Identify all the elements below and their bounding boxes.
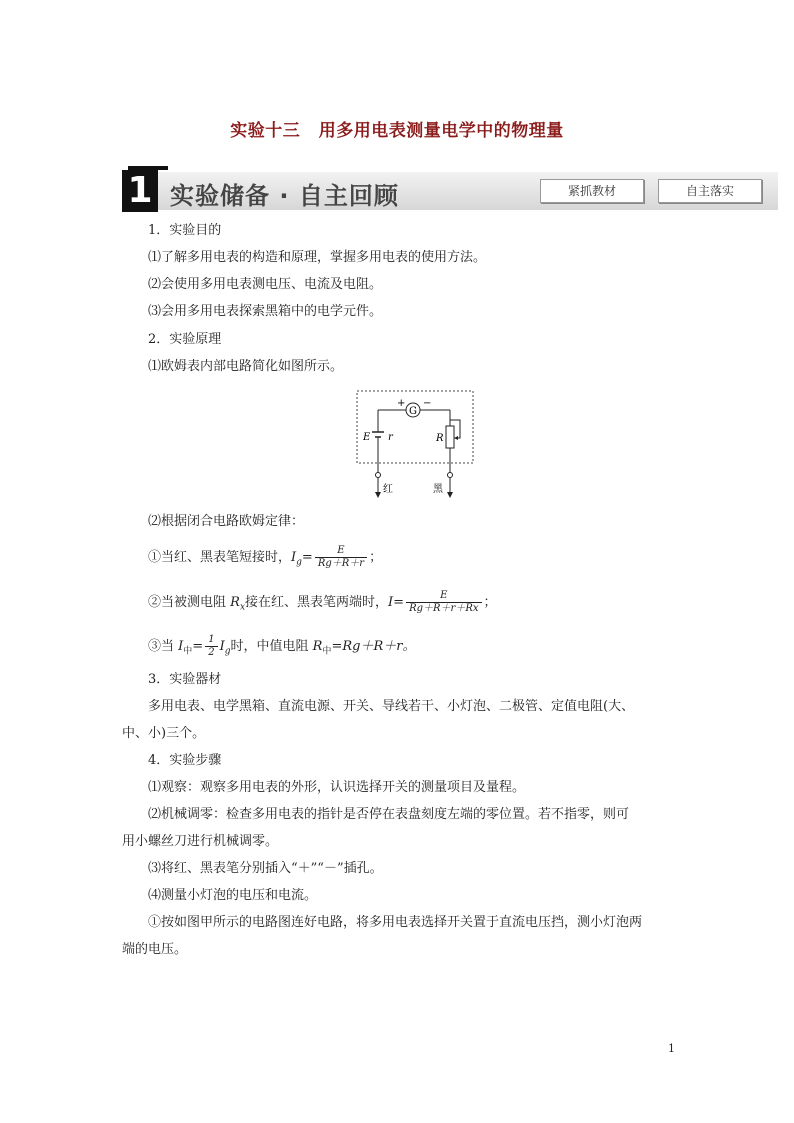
purpose-line-3: ⑶会用多用电表探索黑箱中的电学元件。 <box>148 304 383 319</box>
section-heading: 实验储备 · 自主回顾 <box>170 182 399 210</box>
purpose-line-2: ⑵会使用多用电表测电压、电流及电阻。 <box>148 277 383 292</box>
galvanometer-label: G <box>409 406 417 417</box>
principle-line-1: ⑴欧姆表内部电路简化如图所示。 <box>148 359 344 374</box>
section-number: 1 <box>122 170 158 212</box>
page-number: 1 <box>668 1042 675 1055</box>
page-title <box>0 116 794 141</box>
emf-label: E <box>363 432 371 443</box>
rheostat-label: R <box>436 433 444 444</box>
title-sub: 用多用电表测量电学中的物理量 <box>318 121 564 141</box>
step-measure-bulb: ⑷测量小灯泡的电压和电流。 <box>148 888 318 903</box>
step-observe: ⑴观察：观察多用电表的外形，认识选择开关的测量项目及量程。 <box>148 780 526 795</box>
principle-line-2: ⑵根据闭合电路欧姆定律： <box>148 514 305 529</box>
tab-textbook[interactable]: 紧抓教材 <box>540 179 644 203</box>
red-terminal-icon <box>376 473 381 478</box>
formula-measured-resistor: ②当被测电阻 $R_x$接在红、黑表笔两端时，I= $\frac{E}{Rg+R+r+Rx}$ ； <box>148 590 497 614</box>
step-zero-adjust-1: ⑵机械调零：检查多用电表的指针是否停在表盘刻度左端的零位置。若不指零，则可 <box>148 807 630 822</box>
internal-resistance-label: r <box>388 432 393 443</box>
title-main: 实验十三 <box>230 121 301 141</box>
step-connect-circuit-1: ①按如图甲所示的电路图连好电路，将多用电表选择开关置于直流电压挡，测小灯泡两 <box>148 915 643 930</box>
ohmmeter-circuit-diagram <box>350 388 480 500</box>
black-lead-label: 黑 <box>433 484 443 495</box>
minus-label: − <box>423 398 432 409</box>
step-zero-adjust-2: 用小螺丝刀进行机械调零。 <box>122 834 279 849</box>
black-terminal-icon <box>448 473 453 478</box>
tab-self-study[interactable]: 自主落实 <box>658 179 762 203</box>
formula-mid-resistance: ③当 $I_中=$ $\frac{1}{2}$ $I_g$时，中值电阻 $R_中=Rg+R+r$。 <box>148 634 416 658</box>
heading-purpose: 1．实验目的 <box>148 223 222 238</box>
heading-steps: 4．实验步骤 <box>148 753 222 768</box>
formula-short-circuit: ①当红、黑表笔短接时，$I_g=$ $\frac{E}{Rg+R+r}$ ； <box>148 545 383 569</box>
step-connect-circuit-2: 端的电压。 <box>122 942 188 957</box>
resistor-icon <box>446 426 454 448</box>
equipment-line-1: 多用电表、电学黑箱、直流电源、开关、导线若干、小灯泡、二极管、定值电阻(大、 <box>148 699 635 714</box>
plus-label: + <box>397 398 406 409</box>
section-banner <box>122 172 778 210</box>
equipment-line-2: 中、小)三个。 <box>122 726 206 741</box>
red-lead-label: 红 <box>383 484 393 495</box>
purpose-line-1: ⑴了解多用电表的构造和原理，掌握多用电表的使用方法。 <box>148 250 487 265</box>
heading-principle: 2．实验原理 <box>148 332 222 347</box>
step-insert-leads: ⑶将红、黑表笔分别插入“＋”“－”插孔。 <box>148 861 383 876</box>
heading-equipment: 3．实验器材 <box>148 672 222 687</box>
